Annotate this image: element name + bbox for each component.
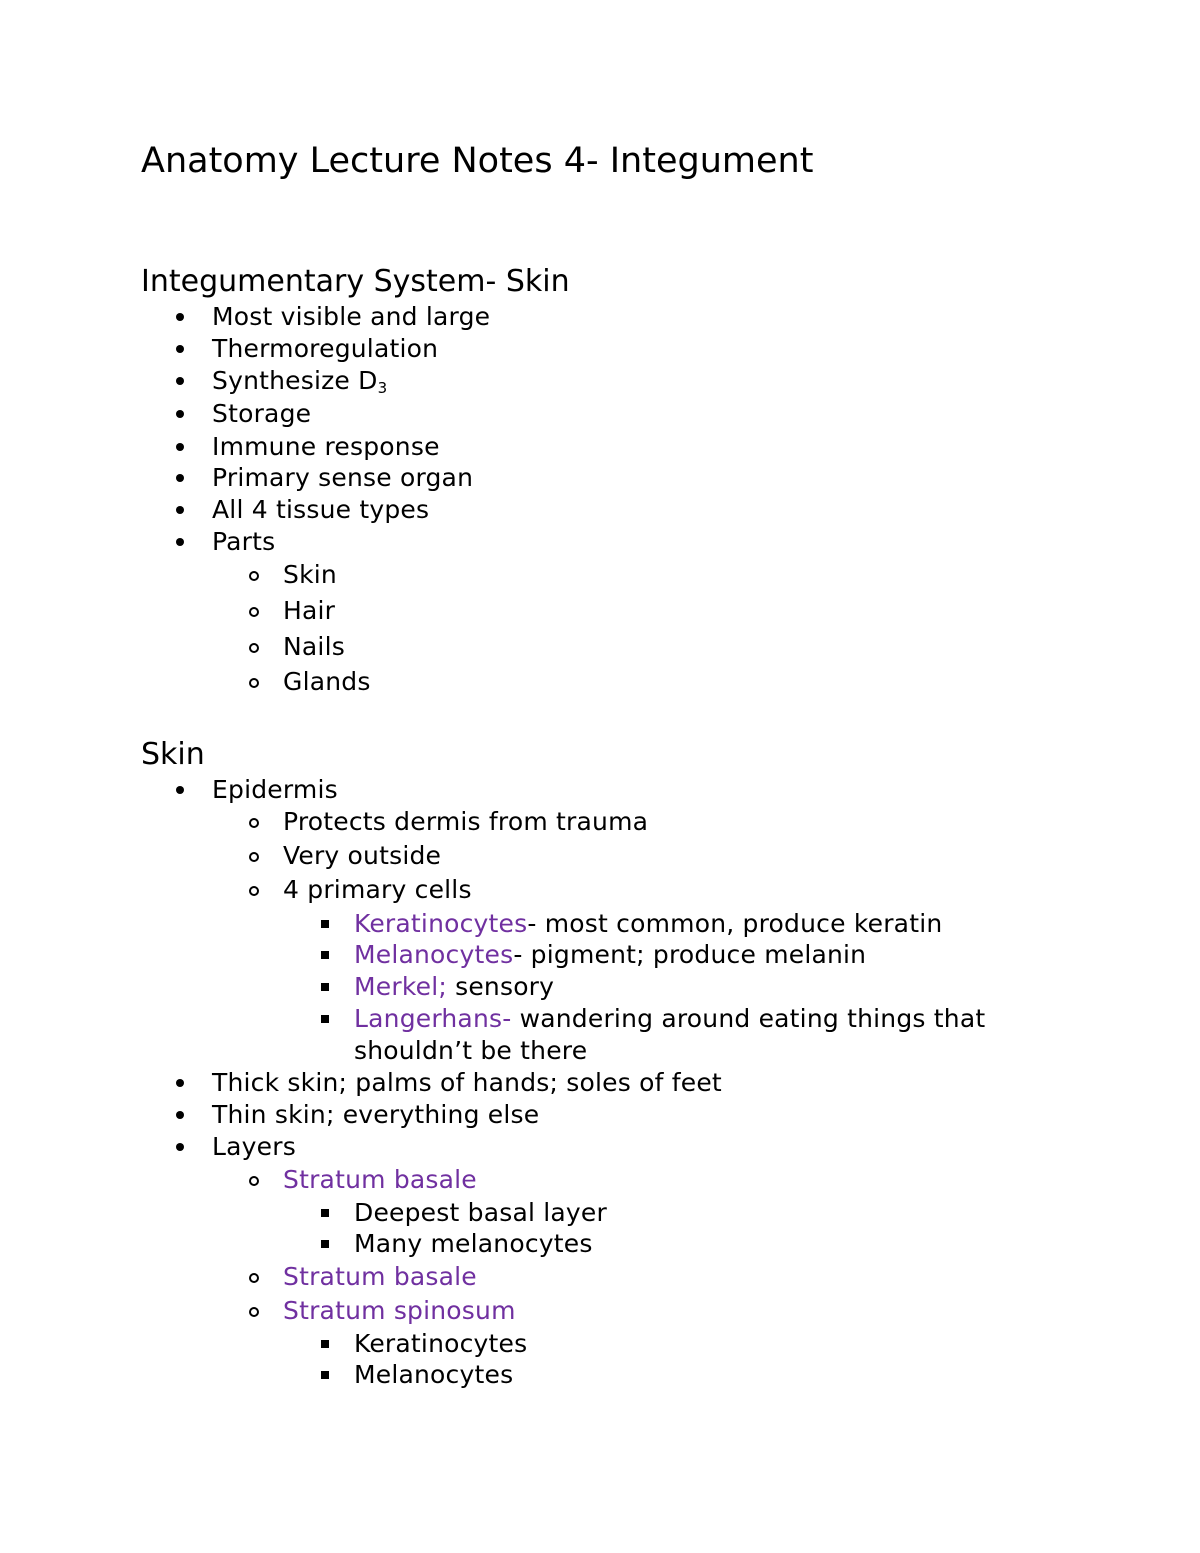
list-item-part: Nails [283, 632, 345, 661]
section-heading-integumentary: Integumentary System- Skin [141, 264, 570, 299]
layer-detail: Deepest basal layer [354, 1198, 607, 1227]
list-item: Storage [212, 399, 312, 428]
bullet-circle [249, 1307, 259, 1317]
bullet-disc [176, 1143, 184, 1151]
bullet-circle [249, 678, 259, 688]
list-item-layers: Layers [212, 1132, 296, 1161]
list-item-part: Skin [283, 560, 337, 589]
list-item: Very outside [283, 841, 442, 870]
bullet-disc [176, 313, 184, 321]
section-heading-skin: Skin [141, 737, 205, 772]
bullet-disc [176, 1111, 184, 1119]
layer-detail: Many melanocytes [354, 1229, 593, 1258]
bullet-circle [249, 607, 259, 617]
layer-name: Stratum basale [283, 1165, 477, 1194]
bullet-circle [249, 818, 259, 828]
list-item-epidermis: Epidermis [212, 775, 338, 804]
bullet-circle [249, 852, 259, 862]
cell-term: Langerhans- [354, 1004, 512, 1033]
list-item: Protects dermis from trauma [283, 807, 649, 836]
list-item: 4 primary cells [283, 875, 472, 904]
list-item: Thin skin; everything else [212, 1100, 540, 1129]
bullet-disc [176, 345, 184, 353]
cell-desc: - pigment; produce melanin [513, 940, 867, 969]
list-item-part: Glands [283, 667, 371, 696]
list-item: All 4 tissue types [212, 495, 430, 524]
list-item-part: Hair [283, 596, 336, 625]
bullet-disc [176, 538, 184, 546]
cell-desc: wandering around eating things that [511, 1004, 986, 1033]
layer-detail: Melanocytes [354, 1360, 514, 1389]
list-item: Thermoregulation [212, 334, 439, 363]
list-item-cell [354, 939, 866, 971]
bullet-disc [176, 410, 184, 418]
bullet-square [321, 920, 329, 928]
bullet-disc [176, 474, 184, 482]
list-item-cell [354, 971, 554, 1003]
bullet-disc [176, 1079, 184, 1087]
list-item-cell [354, 1003, 985, 1035]
bullet-circle [249, 643, 259, 653]
bullet-circle [249, 886, 259, 896]
list-item-cell [354, 908, 942, 940]
list-item: Most visible and large [212, 302, 491, 331]
bullet-square [321, 1209, 329, 1217]
list-item-text: Synthesize D [212, 366, 378, 395]
document-title: Anatomy Lecture Notes 4- Integument [141, 141, 814, 181]
bullet-disc [176, 786, 184, 794]
layer-name: Stratum spinosum [283, 1296, 516, 1325]
bullet-square [321, 1015, 329, 1023]
subscript: 3 [377, 379, 388, 397]
bullet-disc [176, 377, 184, 385]
bullet-square [321, 951, 329, 959]
bullet-circle [249, 1176, 259, 1186]
bullet-square [321, 1371, 329, 1379]
list-item: Primary sense organ [212, 463, 474, 492]
bullet-disc [176, 506, 184, 514]
bullet-circle [249, 571, 259, 581]
layer-detail: Keratinocytes [354, 1329, 528, 1358]
cell-term: Keratinocytes [354, 909, 528, 938]
list-item-synthesize [212, 365, 387, 397]
list-item: Immune response [212, 432, 440, 461]
list-item: Thick skin; palms of hands; soles of feet [212, 1068, 722, 1097]
cell-desc: - most common, produce keratin [527, 909, 943, 938]
bullet-circle [249, 1273, 259, 1283]
layer-name: Stratum basale [283, 1262, 477, 1291]
cell-desc: sensory [446, 972, 555, 1001]
bullet-square [321, 1240, 329, 1248]
bullet-square [321, 983, 329, 991]
cell-term: Merkel; [354, 972, 447, 1001]
cell-desc-continuation: shouldn’t be there [354, 1036, 588, 1065]
bullet-disc [176, 443, 184, 451]
list-item: Parts [212, 527, 276, 556]
bullet-square [321, 1340, 329, 1348]
cell-term: Melanocytes [354, 940, 514, 969]
